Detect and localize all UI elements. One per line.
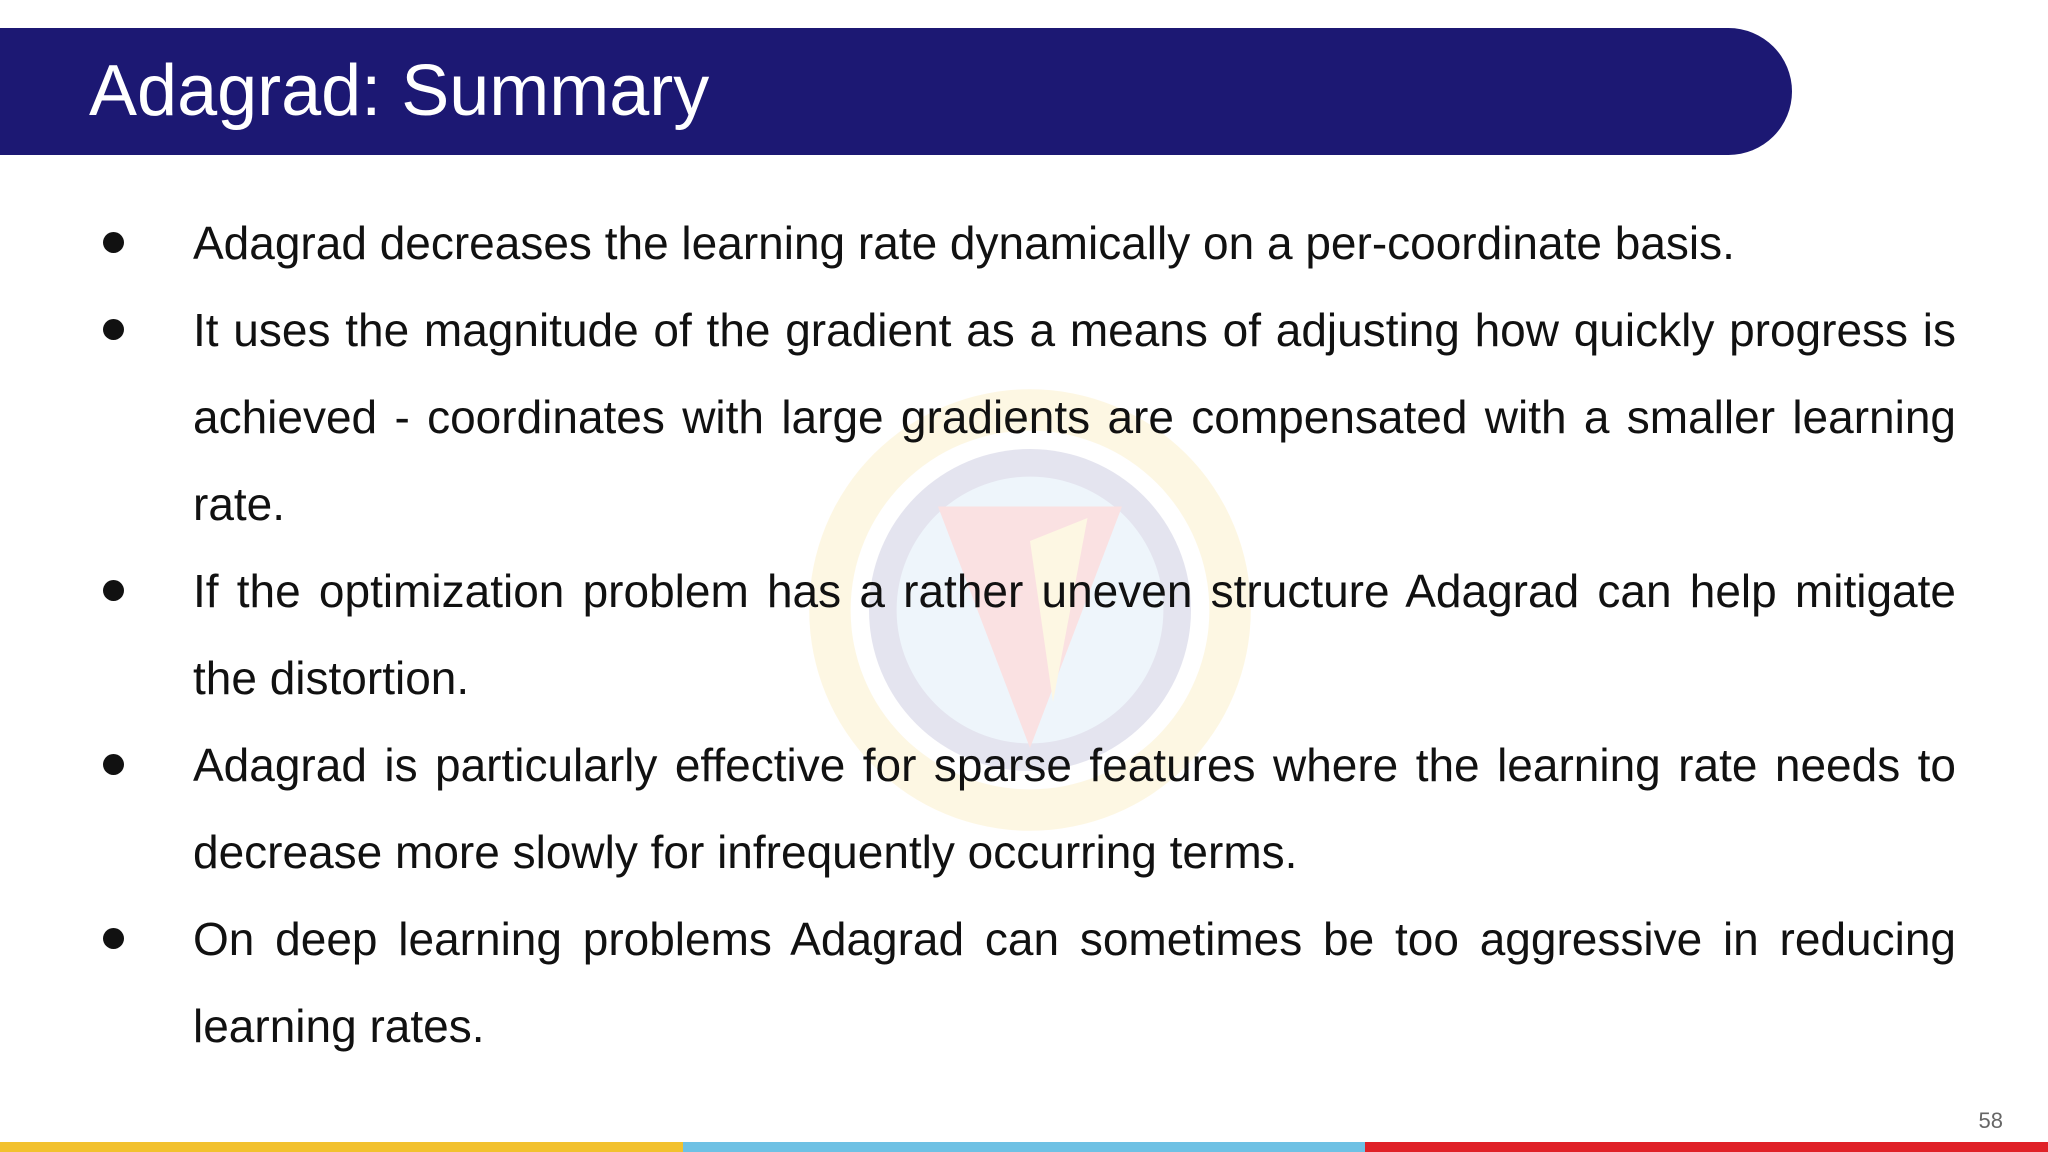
bullet-text: If the optimization problem has a rather uneven structure Adagrad can help mitigate the distortion. [193, 565, 1956, 704]
bullet-text: Adagrad is particularly effective for sparse features where the learning rate needs to decrease more slowly for infrequently occurring terms. [193, 739, 1956, 878]
slide-title: Adagrad: Summary [89, 51, 710, 131]
page-number: 58 [1978, 1108, 2003, 1133]
bullet-item [0, 548, 1956, 722]
bullet-item [0, 896, 1956, 1070]
bullet-text: Adagrad decreases the learning rate dynamically on a per-coordinate basis. [193, 217, 1735, 269]
bullet-list [0, 200, 2048, 1070]
bullet-dot-icon [103, 232, 124, 253]
bullet-dot-icon [103, 580, 124, 601]
footer-segment-blue [683, 1142, 1366, 1152]
bullet-dot-icon [103, 928, 124, 949]
bullet-item [0, 287, 1956, 548]
bullet-item [0, 722, 1956, 896]
title-banner [0, 28, 1792, 155]
footer-segment-yellow [0, 1142, 683, 1152]
footer-color-bar [0, 1142, 2048, 1152]
bullet-dot-icon [103, 319, 124, 340]
bullet-text: It uses the magnitude of the gradient as a means of adjusting how quickly progress is achieved - coordinates with large gradients are compensated with a smaller learning rate. [193, 304, 1956, 530]
bullet-text: On deep learning problems Adagrad can sometimes be too aggressive in reducing learning rates. [193, 913, 1956, 1052]
bullet-dot-icon [103, 754, 124, 775]
bullet-item [0, 200, 1956, 287]
footer-segment-red [1365, 1142, 2048, 1152]
